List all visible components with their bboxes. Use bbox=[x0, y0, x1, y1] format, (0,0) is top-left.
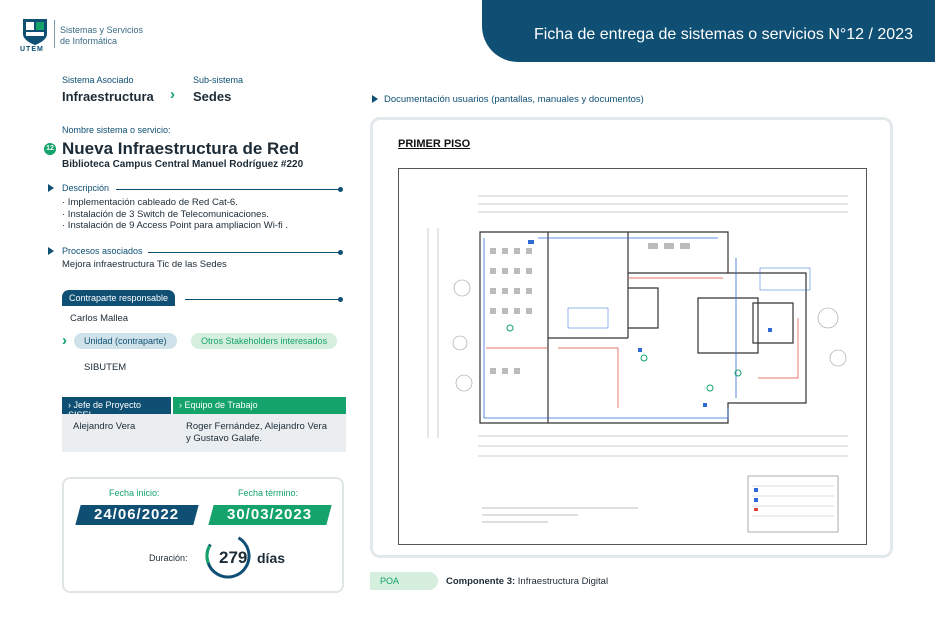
processes-label: Procesos asociados bbox=[62, 246, 143, 256]
section-line bbox=[148, 252, 340, 253]
section-chevron-icon bbox=[372, 95, 378, 103]
section-line bbox=[116, 189, 340, 190]
counterpart-label: Contraparte responsable bbox=[62, 290, 175, 306]
description-list bbox=[62, 197, 288, 232]
logo-text: UTEM bbox=[20, 46, 44, 53]
page-title: Ficha de entrega de sistemas o servicios N°12 / 2023 bbox=[533, 26, 913, 43]
end-date-value: 30/03/2023 bbox=[227, 506, 313, 523]
counterpart-name: Carlos Mallea bbox=[70, 313, 129, 324]
subsystem-label: Sub-sistema bbox=[193, 75, 244, 85]
section-line bbox=[185, 299, 340, 300]
chevron-right-icon: › bbox=[170, 86, 175, 103]
duration-label: Duración: bbox=[149, 553, 188, 563]
component-value: Infraestructura Digital bbox=[515, 576, 609, 587]
description-item: · Instalación de 3 Switch de Telecomunicaciones. bbox=[62, 208, 269, 220]
utem-shield-icon bbox=[22, 18, 48, 46]
section-chevron-icon bbox=[48, 184, 54, 192]
start-date-label: Fecha inicio: bbox=[109, 488, 160, 498]
unit-pill: Unidad (contraparte) bbox=[74, 333, 177, 349]
description-item: · Implementación cableado de Red Cat-6. bbox=[62, 197, 238, 208]
system-name: Nueva Infraestructura de Red bbox=[62, 139, 300, 158]
component-label: Componente 3: bbox=[446, 576, 516, 587]
section-dot bbox=[338, 250, 343, 255]
associated-system-label: Sistema Asociado bbox=[62, 75, 134, 85]
system-name-label: Nombre sistema o servicio: bbox=[62, 125, 171, 135]
stakeholders-pill: Otros Stakeholders interesados bbox=[191, 333, 337, 349]
chevron-right-icon: › bbox=[68, 400, 71, 410]
section-dot bbox=[338, 187, 343, 192]
chevron-right-icon: › bbox=[62, 332, 67, 349]
plan-title: PRIMER PISO bbox=[398, 138, 471, 150]
chevron-right-icon: › bbox=[179, 400, 182, 410]
associated-system-value: Infraestructura bbox=[62, 89, 154, 104]
documentation-label: Documentación usuarios (pantallas, manuales y documentos) bbox=[384, 94, 644, 105]
team-header bbox=[173, 397, 346, 414]
team-label: Equipo de Trabajo bbox=[184, 400, 258, 410]
processes-value: Mejora infraestructura Tic de las Sedes bbox=[62, 259, 227, 270]
org-name bbox=[60, 25, 170, 47]
end-date-box bbox=[208, 505, 331, 525]
section-dot bbox=[338, 297, 343, 302]
unit-value: SIBUTEM bbox=[84, 362, 127, 373]
project-leader-label: Jefe de Proyecto bbox=[73, 400, 142, 410]
section-chevron-icon bbox=[48, 247, 54, 255]
org-name-line2: de Informática bbox=[60, 36, 118, 46]
team-members bbox=[186, 421, 327, 445]
description-item: · Instalación de 9 Access Point para ampliacion Wi-fi . bbox=[62, 220, 288, 231]
poa-badge: POA bbox=[370, 572, 438, 590]
title-banner bbox=[482, 0, 935, 62]
component-line bbox=[446, 576, 608, 587]
floor-plan-image bbox=[398, 168, 867, 545]
team-line: y Gustavo Galafe. bbox=[186, 433, 263, 444]
end-date-label: Fecha término: bbox=[238, 488, 299, 498]
logo-divider bbox=[54, 20, 55, 48]
start-date-box bbox=[75, 505, 198, 525]
project-leader-header bbox=[62, 397, 171, 414]
duration-unit: días bbox=[257, 550, 286, 566]
subsystem-value: Sedes bbox=[193, 89, 232, 104]
team-line: Roger Fernández, Alejandro Vera bbox=[186, 421, 328, 432]
system-subtitle: Biblioteca Campus Central Manuel Rodríguez #220 bbox=[62, 159, 304, 170]
start-date-value: 24/06/2022 bbox=[94, 506, 180, 523]
project-leader-value: Alejandro Vera bbox=[73, 421, 136, 432]
duration-number: 279 bbox=[219, 548, 248, 567]
org-name-line1: Sistemas y Servicios bbox=[60, 25, 144, 35]
description-label: Descripción bbox=[62, 183, 110, 193]
dates-card bbox=[62, 477, 344, 593]
system-number-badge: 12 bbox=[44, 143, 56, 155]
